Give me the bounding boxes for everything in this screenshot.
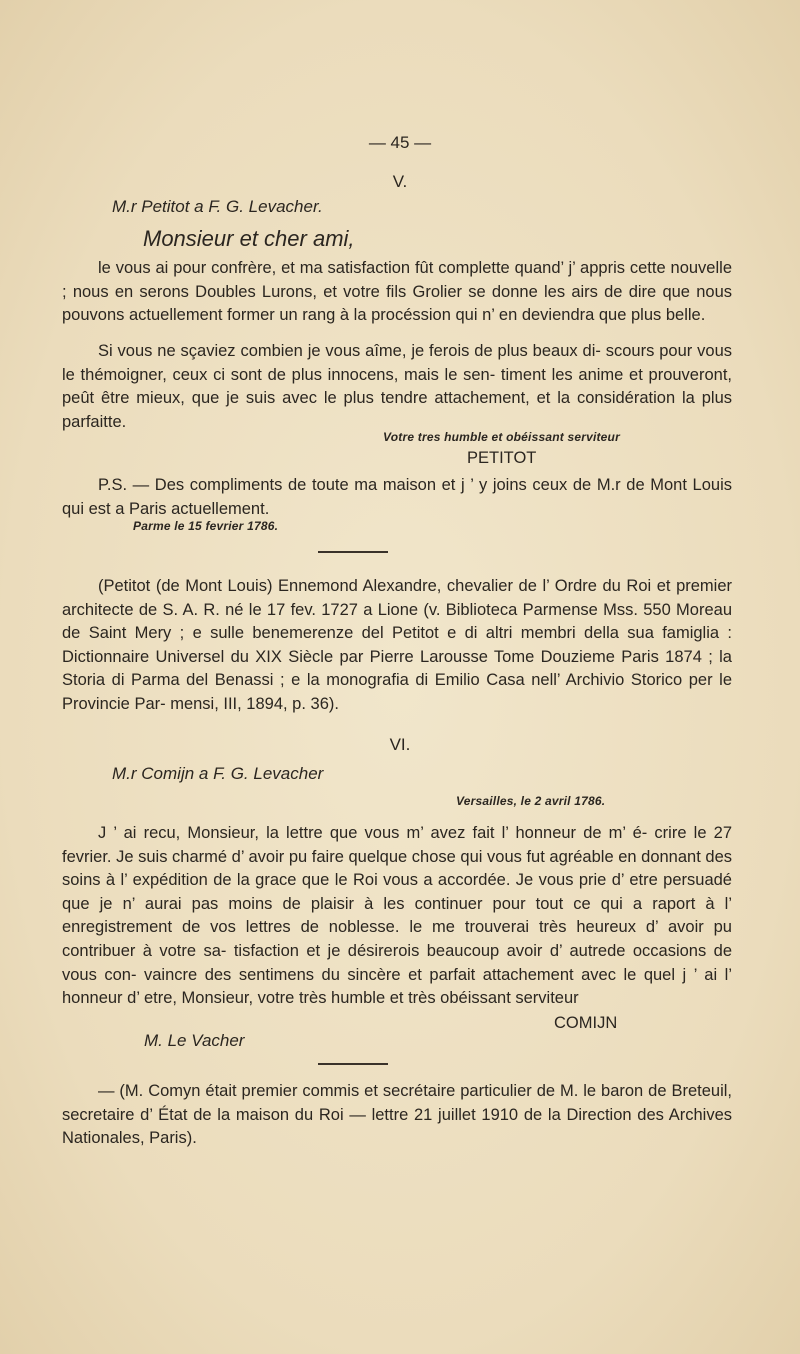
section-numeral-v: V.: [392, 172, 408, 191]
divider-rule: [318, 551, 388, 553]
section-numeral-vi: VI.: [389, 735, 411, 754]
letter-v-salutation: Monsieur et cher ami,: [143, 226, 355, 251]
letter-vi-place-date: Versailles, le 2 avril 1786.: [456, 794, 606, 808]
letter-vi-signature: COMIJN: [554, 1014, 618, 1032]
letter-v-signature: PETITOT: [467, 449, 537, 467]
letter-v-note: (Petitot (de Mont Louis) Ennemond Alexandre, chevalier de l’ Ordre du Roi et premier architecte de S. A. R. né le 17 fev. 1727 a Lione (v. Biblioteca Parmense Mss. 550 Moreau de Saint Mery ; e sulle benemerenze del Petitot e di altri membri della sua famiglia : Dictionnaire Universel du XIX Siècle par Pierre Larousse Tome Douzieme Paris 1874 ; la Storia di Parma del Benassi ; e la monografia di Emilio Casa nell’ Archivio Storico per le Provincie Par- mensi, III, 1894, p. 36).: [62, 577, 732, 713]
letter-v-heading: M.r Petitot a F. G. Levacher.: [112, 197, 323, 216]
letter-v-paragraph-2: Si vous ne sçaviez combien je vous aîme, je ferois de plus beaux di- scours pour vous le thémoigner, ceux ci sont de plus innocens, mais le sen- timent les anime et prouveront, peût être mieux, que je suis avec le plus tendre attachement, et la considération la plus parfaitte.: [62, 342, 732, 431]
letter-vi-paragraph: J ’ ai recu, Monsieur, la lettre que vous m’ avez fait l’ honneur de m’ é- crire le 27 fevrier. Je suis charmé d’ avoir pu faire quelque chose qui vous fut agréable en donnant des soins à l’ expédition de la grace que le Roi vous a accordée. Je vous prie d’ etre persuadé que je n’ aurai pas moins de plaisir à les continuer pour tout ce qui a raport à l’ enregistrement de vos lettres de noblesse. le me trouverai très heureux d’ avoir pu contribuer à votre sa- tisfaction et je désirerois beaucoup avoir d’ autrede occasions de vous con- vaincre des sentimens du sincère et parfait attachement avec le quel j ’ ai l’ honneur d’ etre, Monsieur, votre très humble et très obéissant serviteur: [62, 824, 732, 1008]
letter-v-place-date: Parme le 15 fevrier 1786.: [133, 519, 279, 533]
divider-rule-2: [318, 1063, 388, 1065]
page-number: — 45 —: [368, 133, 432, 152]
letter-vi-heading: M.r Comijn a F. G. Levacher: [112, 764, 324, 783]
letter-v-postscript: P.S. — Des compliments de toute ma maison et j ’ y joins ceux de M.r de Mont Louis qui est a Paris actuellement.: [62, 476, 732, 518]
letter-vi-note: — (M. Comyn était premier commis et secrétaire particulier de M. le baron de Breteuil, secretaire d’ État de la maison du Roi — lettre 21 juillet 1910 de la Direction des Archives Nationales, Paris).: [62, 1082, 732, 1148]
letter-v-closing: Votre tres humble et obéissant serviteur: [383, 430, 620, 444]
letter-vi-addressee: M. Le Vacher: [144, 1031, 245, 1050]
letter-v-paragraph-1: le vous ai pour confrère, et ma satisfaction fût complette quand’ j’ appris cette nouvelle ; nous en serons Doubles Lurons, et votre fils Grolier se donne les airs de dire que nous pouvons actuellement former un rang à la procéssion qui n’ en deviendra que plus belle.: [62, 259, 732, 325]
